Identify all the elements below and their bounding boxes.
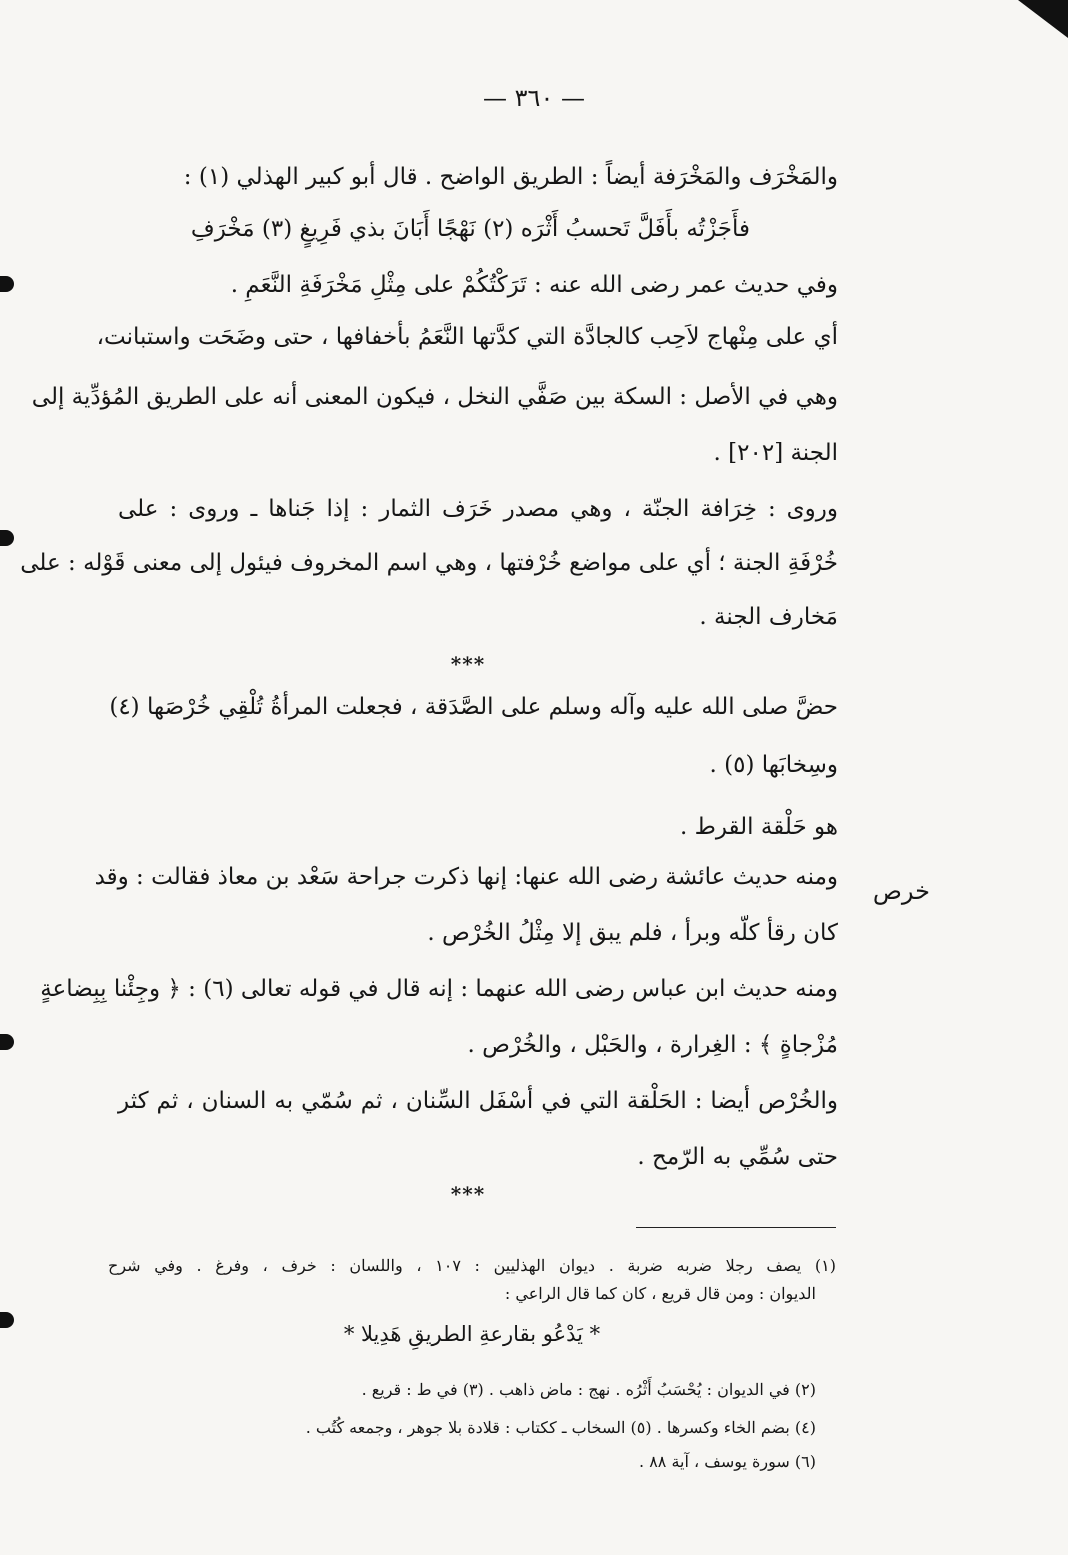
text-line: حضَّ صلى الله عليه وآله وسلم على الصَّدَقة ، فجعلت المرأةُ تُلْقِي خُرْصَها (٤) (109, 694, 838, 720)
text-line: والمَخْرَف والمَخْرَفة أيضاً : الطريق الواضح . قال أبو كبير الهذلي (١) : (183, 164, 838, 190)
text-line: ومنه حديث ابن عباس رضى الله عنهما : إنه قال في قوله تعالى (٦) : ﴿ وجِئْنا بِبِضاعةٍ (40, 976, 838, 1002)
text-line: وهي في الأصل : السكة بين صَفَّي النخل ، فيكون المعنى أنه على الطريق المُؤدِّية إلى (31, 384, 838, 410)
text-line: خُرْفَةِ الجنة ؛ أي على مواضع خُرْفتها ، وهي اسم المخروف فيئول إلى معنى قَوْله : على (20, 550, 838, 576)
margin-heading: خرص (872, 877, 930, 905)
text-line: مَخارف الجنة . (699, 604, 838, 630)
text-line: مُزْجاةٍ ﴾ : الغِرارة ، والحَبْل ، والخُرْص . (467, 1032, 838, 1058)
footnote-line: (٤) بضم الخاء وكسرها . (٥) السخاب ـ ككتاب : قلادة بلا جوهر ، وجمعه كُتُب . (305, 1418, 816, 1437)
text-line: حتى سُمِّي به الرّمح . (637, 1144, 838, 1170)
footnote-line: (٦) سورة يوسف ، آية ٨٨ . (639, 1452, 816, 1471)
text-line: الجنة [٢٠٢] . (713, 440, 838, 466)
text-line: ومنه حديث عائشة رضى الله عنها: إنها ذكرت جراحة سَعْد بن معاذ فقالت : وقد (94, 864, 838, 890)
scan-edge-mark (0, 530, 14, 546)
footnote-line: (٢) في الديوان : يُحْسَبُ أَثْرُه . نهج : ماض ذاهب . (٣) في ط : قريع . (361, 1380, 816, 1399)
footnote-line: (١) يصف رجلا ضربه ضربة . ديوان الهذليين : ١٠٧ ، واللسان : خرف ، وفرغ . وفي شرح (108, 1256, 836, 1275)
scan-edge-mark (0, 276, 14, 292)
footnote-verse: * يَدْعُو بقارعةِ الطريقِ هَدِيلا * (343, 1322, 601, 1346)
scan-edge-mark (0, 1034, 14, 1050)
footnote-line: الديوان : ومن قال قريع ، كان كما قال الراعي : (504, 1284, 816, 1303)
poetry-verse: فأَجَزْتُه بأَفَلَّ تَحسبُ أَثْرَه (٢) نَهْجًا أَبَانَ بذي فَرِيغٍ (٣) مَخْرَفِ (190, 216, 750, 242)
text-line: هو حَلْقة القرط . (679, 814, 838, 840)
page-number: — ٣٦٠ — (483, 84, 585, 112)
scan-corner-mark (1018, 0, 1068, 38)
text-line: وسِخابَها (٥) . (709, 752, 838, 778)
section-separator: *** (450, 1182, 486, 1206)
scan-edge-mark (0, 1312, 14, 1328)
text-line: أي على مِنْهاج لاَحِب كالجادَّة التي كدَّتها النَّعَمُ بأخفافها ، حتى وضَحَت واستبانت، (96, 324, 838, 350)
footnote-rule (636, 1227, 836, 1228)
text-line: والخُرْص أيضا : الحَلْقة التي في أسْفَل السِّنان ، ثم سُمّي به السنان ، ثم كثر (118, 1088, 838, 1114)
section-separator: *** (450, 652, 486, 676)
text-line: كان رقأ كلّه وبرأ ، فلم يبق إلا مِثْلُ الخُرْص . (427, 920, 838, 946)
text-line: وفي حديث عمر رضى الله عنه : تَرَكْتُكُمْ على مِثْلِ مَخْرَفَةِ النَّعَمِ . (230, 272, 838, 298)
text-line: وروى : خِرَافة الجنّة ، وهي مصدر خَرَف الثمار : إذا جَناها ـ وروى : على (118, 496, 838, 522)
